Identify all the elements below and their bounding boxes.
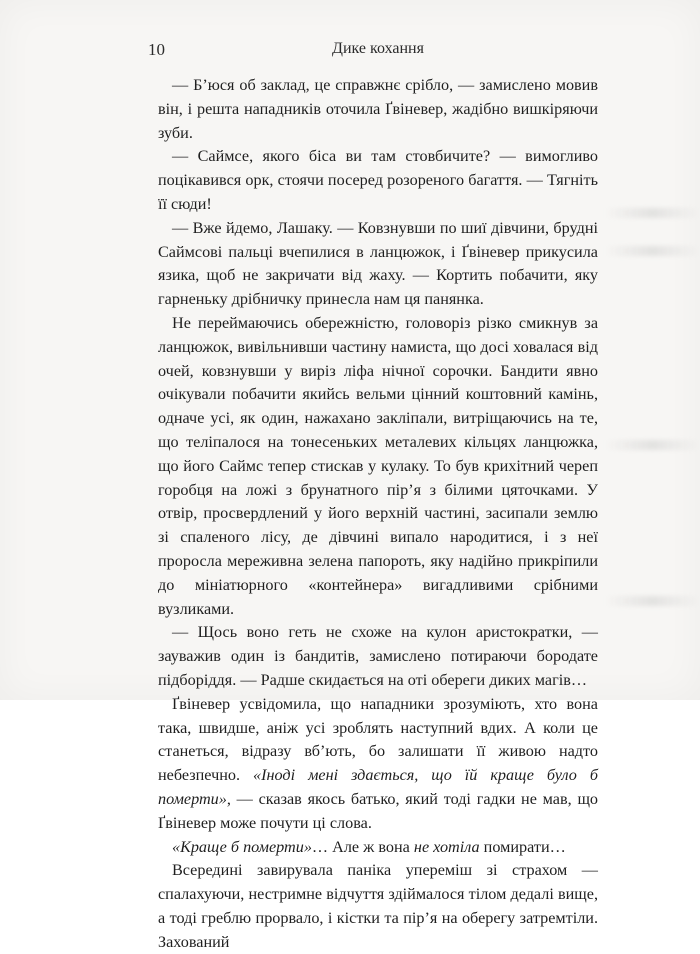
italic-text: не хотіла (413, 837, 480, 856)
show-through-mark (605, 246, 700, 256)
paragraph (158, 859, 598, 954)
paragraph (158, 217, 598, 312)
paragraph (158, 621, 598, 692)
text-segment: — Б’юся об заклад, це справжнє срібло, — замислено мовив він, і решта нападників оточила Ґвіневер, жадібно вишкіряючи зуби. (158, 76, 598, 142)
show-through-mark (605, 440, 700, 450)
text-segment: … Але ж вона (311, 837, 414, 856)
text-segment: — Щось воно геть не схоже на кулон аристократки, — зауважив один із бандитів, замислено потираючи бородате підборіддя. — Радше скидається на оті обереги диких магів… (158, 623, 598, 689)
text-segment: — Саймсе, якого біса ви там стовбичите? — вимогливо поцікавився орк, стоячи посеред розореного багаття. — Тягніть її сюди! (158, 147, 598, 213)
paragraph (158, 74, 598, 145)
paragraph (158, 145, 598, 216)
text-segment: Всередині завирувала паніка упереміш зі страхом — спалахуючи, нестримне відчуття здіймалося тілом дедалі вище, а тоді греблю прорвало, і кістки та пір’я на оберегу затремтіли. Захований (158, 861, 598, 951)
show-through-mark (605, 596, 700, 606)
text-segment: — Вже йдемо, Лашаку. — Ковзнувши по шиї дівчини, брудні Саймсові пальці вчепилися в ланцюжок, і Ґвіневер прикусила язика, щоб не закричати від жаху. — Кортить побачити, яку гарненьку дрібничку принесла нам ця панянка. (158, 218, 598, 309)
text-segment: помирати… (479, 837, 566, 856)
body-text (158, 74, 598, 954)
text-segment: , — сказав якось батько, який тоді гадки не мав, що Ґвіневер може почути ці слова. (158, 789, 598, 832)
paragraph (158, 836, 598, 860)
italic-text: «Іноді мені здається, що їй краще було б померти» (158, 766, 599, 808)
italic-text: «Краще б померти» (172, 837, 312, 856)
paragraph (158, 312, 598, 621)
paragraph (158, 693, 598, 836)
text-segment: Не переймаючись обережністю, головоріз різко смикнув за ланцюжок, вивільнивши частину намиста, що досі ховалася від очей, ковзнувши у виріз ліфа нічної сорочки. Бандити явно очікували побачити якийсь вельми цінний коштовний камінь, одначе усі, як один, нажахано закліпали, витріщаючись на те, що теліпалося на тонесеньких металевих кільцях ланцюжка, що його Саймс тепер стискав у кулаку. То був крихітний череп горобця на ложі з брунатного пір’я з білими цяточками. У отвір, просвердлений у його верхній частині, засипали землю зі спаленого лісу, де дівчині випало народитися, і з неї проросла мереживна зелена папороть, яку надійно прикріпили до мініатюрного «контейнера» вигадливими срібними вузликами. (158, 313, 598, 618)
page-header (148, 40, 608, 62)
text-segment: Ґвіневер усвідомила, що нападники зрозуміють, хто вона така, швидше, аніж усі зроблять наступний вдих. А коли це станеться, відразу вб’ють, бо залишати її живою надто небезпечно. (158, 694, 598, 785)
show-through-mark (605, 208, 700, 218)
running-head: Дике кохання (332, 40, 424, 57)
page-number: 10 (148, 40, 165, 59)
